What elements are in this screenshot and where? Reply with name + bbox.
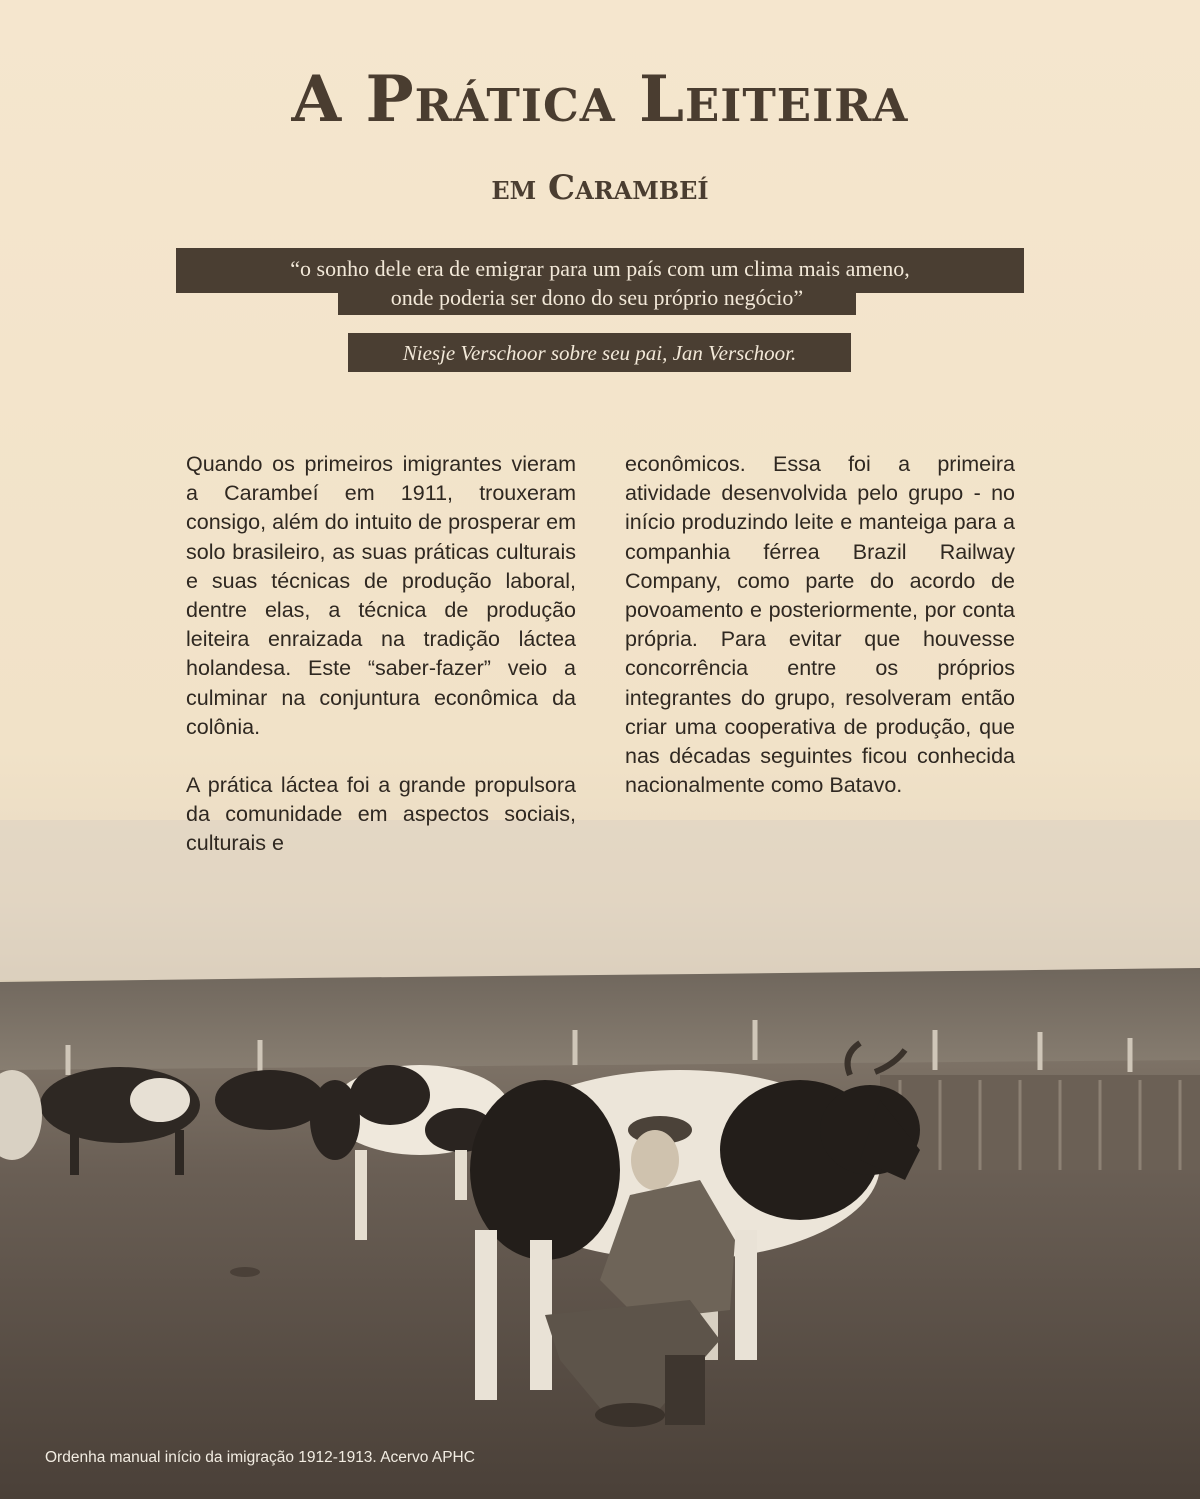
paragraph: Quando os primeiros imigrantes vieram a Carambeí em 1911, trouxeram consigo, além do intuito de prosperar em solo brasileiro, as suas práticas culturais e suas técnicas de produção laboral, dentre elas, a técnica de produção leiteira enraizada na tradição láctea holandesa. Este “saber-fazer” veio a culminar na conjuntura econômica da colônia.: [186, 452, 576, 739]
paragraph: econômicos. Essa foi a primeira atividade desenvolvida pelo grupo - no início produzindo leite e manteiga para a companhia férrea Brazil Railway Company, como parte do acordo de povoamento e posteriormente, por conta própria. Para evitar que houvesse concorrência entre os próprios integrantes do grupo, resolveram então criar uma cooperativa de produção, que nas décadas seguintes ficou conhecida nacionalmente como Batavo.: [625, 452, 1015, 798]
quote-attribution: Niesje Verschoor sobre seu pai, Jan Verschoor.: [348, 333, 851, 372]
text-column-left: [186, 450, 576, 859]
page-subtitle: em Carambeí: [491, 168, 709, 208]
quote-line-1: “o sonho dele era de emigrar para um país com um clima mais ameno,: [176, 248, 1024, 293]
photo-caption: Ordenha manual início da imigração 1912-1913. Acervo APHC: [45, 1449, 475, 1466]
page-title: A Prática Leiteira: [291, 62, 909, 137]
text-column-right: [625, 450, 1015, 800]
paragraph: A prática láctea foi a grande propulsora da comunidade em aspectos sociais, culturais e: [186, 773, 576, 856]
quote-line-2: onde poderia ser dono do seu próprio negócio”: [338, 285, 856, 315]
